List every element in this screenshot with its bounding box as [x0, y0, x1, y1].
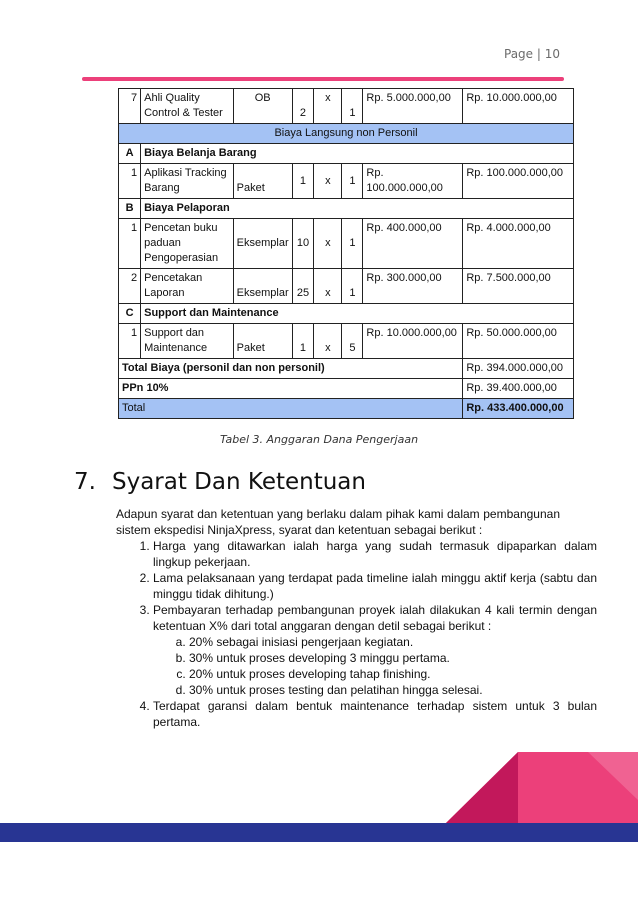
item-name: Aplikasi Tracking Barang: [141, 164, 234, 199]
item-qty: 2: [292, 89, 314, 124]
item-multiplier: 1: [342, 164, 363, 199]
summary-row: [119, 359, 574, 379]
item-price: Rp. 5.000.000,00: [363, 89, 463, 124]
summary-row: [119, 379, 574, 399]
section-number: 7.: [74, 469, 96, 495]
item-unit: Paket: [233, 164, 292, 199]
list-item: [153, 570, 597, 602]
item-total: Rp. 10.000.000,00: [463, 89, 574, 124]
item-x: x: [314, 219, 342, 269]
list-item-text: Harga yang ditawarkan ialah harga yang sudah termasuk dipaparkan dalam lingkup pekerjaan.: [153, 539, 597, 569]
item-x: x: [314, 164, 342, 199]
list-item: [153, 538, 597, 570]
list-item: [153, 602, 597, 698]
table-banner: Biaya Langsung non Personil: [119, 124, 574, 144]
section-title: Biaya Pelaporan: [141, 199, 574, 219]
item-qty: 1: [292, 324, 314, 359]
budget-table: [118, 88, 574, 419]
table-row: [119, 269, 574, 304]
section-code: B: [119, 199, 141, 219]
item-price: Rp. 300.000,00: [363, 269, 463, 304]
list-item-text: Pembayaran terhadap pembangunan proyek ialah dilakukan 4 kali termin dengan ketentuan X% dari total anggaran dengan detil sebagai berikut :: [153, 603, 597, 633]
header-rule: [82, 77, 564, 81]
item-price: Rp. 400.000,00: [363, 219, 463, 269]
table-section-row: [119, 199, 574, 219]
dark-pink-shape: [446, 752, 518, 823]
ppn-label: PPn 10%: [119, 379, 463, 399]
section-title: Syarat Dan Ketentuan: [112, 469, 366, 495]
table-row: [119, 219, 574, 269]
item-number: 1: [119, 164, 141, 199]
table-section-row: [119, 304, 574, 324]
item-qty: 1: [292, 164, 314, 199]
item-unit: Eksemplar: [233, 219, 292, 269]
item-name: Pencetakan Laporan: [141, 269, 234, 304]
page-number: Page | 10: [504, 47, 560, 61]
item-name: Pencetan buku paduan Pengoperasian: [141, 219, 234, 269]
item-total: Rp. 50.000.000,00: [463, 324, 574, 359]
item-price: Rp. 10.000.000,00: [363, 324, 463, 359]
intro-paragraph: Adapun syarat dan ketentuan yang berlaku dalam pihak kami dalam pembangunan sistem ekspedisi NinjaXpress, syarat dan ketentuan sebagai berikut :: [116, 507, 560, 537]
item-multiplier: 5: [342, 324, 363, 359]
item-multiplier: 1: [342, 219, 363, 269]
item-multiplier: 1: [342, 89, 363, 124]
table-row: [119, 89, 574, 124]
item-name: Ahli Quality Control & Tester: [141, 89, 234, 124]
item-x: x: [314, 269, 342, 304]
section-code: A: [119, 144, 141, 164]
grand-total-value: Rp. 433.400.000,00: [463, 399, 574, 419]
total-biaya-value: Rp. 394.000.000,00: [463, 359, 574, 379]
item-multiplier: 1: [342, 269, 363, 304]
item-unit: OB: [233, 89, 292, 124]
item-total: Rp. 100.000.000,00: [463, 164, 574, 199]
footer-bar: [0, 823, 638, 842]
table-section-row: [119, 144, 574, 164]
item-x: x: [314, 324, 342, 359]
item-number: 2: [119, 269, 141, 304]
item-qty: 25: [292, 269, 314, 304]
terms-list: [116, 538, 597, 730]
item-name: Support dan Maintenance: [141, 324, 234, 359]
table-caption: Tabel 3. Anggaran Dana Pengerjaan: [219, 433, 419, 446]
item-total: Rp. 4.000.000,00: [463, 219, 574, 269]
item-unit: Paket: [233, 324, 292, 359]
section-title: Biaya Belanja Barang: [141, 144, 574, 164]
grand-total-label: Total: [119, 399, 463, 419]
item-number: 1: [119, 219, 141, 269]
item-total: Rp. 7.500.000,00: [463, 269, 574, 304]
item-x: x: [314, 89, 342, 124]
table-row: [119, 324, 574, 359]
table-row: [119, 164, 574, 199]
sub-list-item: d. 30% untuk proses testing dan pelatihan hingga selesai.: [189, 682, 597, 698]
sub-list-item: b. 30% untuk proses developing 3 minggu pertama.: [189, 650, 597, 666]
ppn-value: Rp. 39.400.000,00: [463, 379, 574, 399]
item-qty: 10: [292, 219, 314, 269]
list-item-text: Terdapat garansi dalam bentuk maintenance terhadap sistem untuk 3 bulan pertama.: [153, 699, 597, 729]
section-title: Support dan Maintenance: [141, 304, 574, 324]
section-heading: [74, 469, 366, 495]
list-item: [153, 698, 597, 730]
summary-row: [119, 399, 574, 419]
list-item-text: Lama pelaksanaan yang terdapat pada timeline ialah minggu aktif kerja (sabtu dan minggu tidak dihitung.): [153, 571, 597, 601]
item-price: Rp. 100.000.000,00: [363, 164, 463, 199]
item-number: 7: [119, 89, 141, 124]
payment-sublist: [153, 634, 597, 698]
sub-list-item: c. 20% untuk proses developing tahap finishing.: [189, 666, 597, 682]
item-unit: Eksemplar: [233, 269, 292, 304]
table-row: [119, 124, 574, 144]
total-biaya-label: Total Biaya (personil dan non personil): [119, 359, 463, 379]
sub-list-item: a. 20% sebagai inisiasi pengerjaan kegiatan.: [189, 634, 597, 650]
item-number: 1: [119, 324, 141, 359]
section-code: C: [119, 304, 141, 324]
